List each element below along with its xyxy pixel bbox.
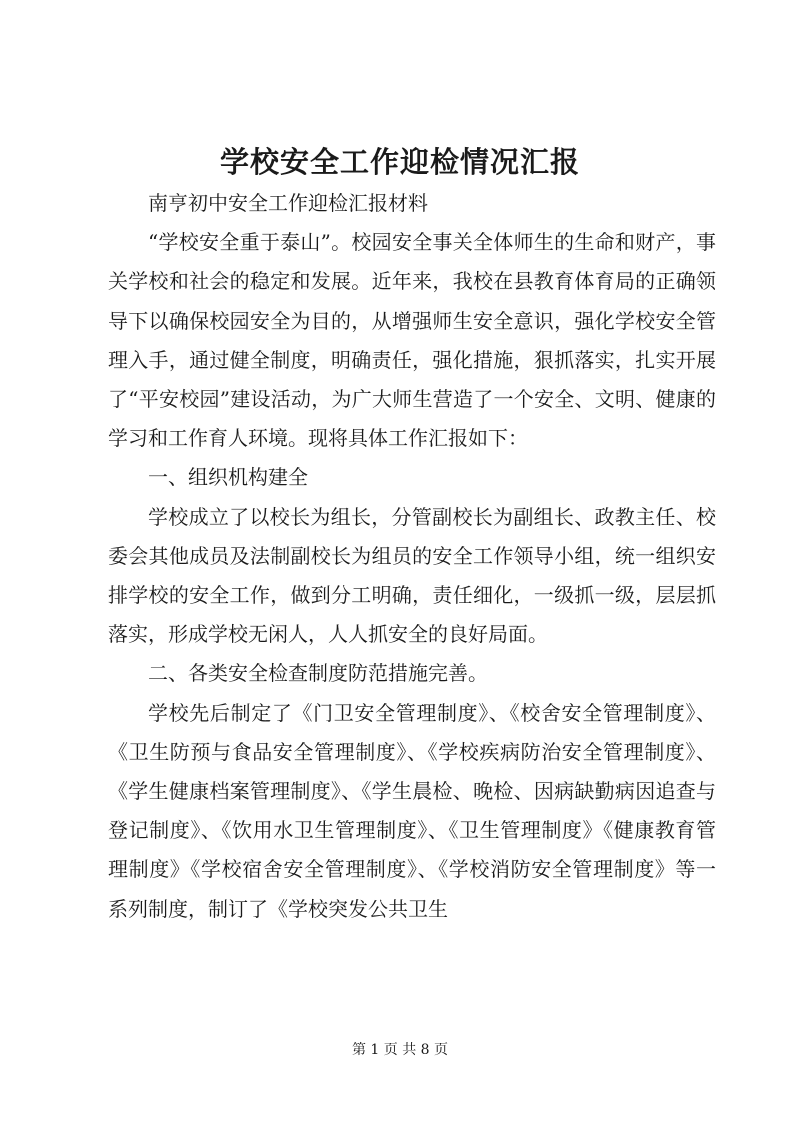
document-body <box>108 184 716 929</box>
section-2-paragraph: 学校先后制定了《门卫安全管理制度》、《校舍安全管理制度》、《卫生防预与食品安全管理制度》、《学校疾病防治安全管理制度》、《学生健康档案管理制度》、《学生晨检、晚检、因病缺勤病因追查与登记制度》、《饮用水卫生管理制度》、《卫生管理制度》《健康教育管理制度》《学校宿舍安全管理制度》、《学校消防安全管理制度》等一系列制度，制订了《学校突发公共卫生 <box>108 700 716 921</box>
section-1-paragraph: 学校成立了以校长为组长，分管副校长为副组长、政教主任、校委会其他成员及法制副校长为组员的安全工作领导小组，统一组织安排学校的安全工作，做到分工明确，责任细化，一级抓一级，层层抓落实，形成学校无闲人，人人抓安全的良好局面。 <box>108 504 716 647</box>
section-heading-2: 二、各类安全检查制度防范措施完善。 <box>148 661 488 686</box>
subtitle-line: 南亨初中安全工作迎检汇报材料 <box>148 191 428 215</box>
intro-paragraph: “学校安全重于泰山”。校园安全事关全体师生的生命和财产，事关学校和社会的稳定和发展。近年来，我校在县教育体育局的正确领导下以确保校园安全为目的，从增强师生安全意识，强化学校安全管理入手，通过健全制度，明确责任，强化措施，狠抓落实，扎实开展了“平安校园”建设活动，为广大师生营造了一个安全、文明、健康的学习和工作育人环境。现将具体工作汇报如下： <box>108 230 716 451</box>
page-footer: 第 1 页 共 8 页 <box>351 1042 449 1058</box>
section-heading-1: 一、组织机构建全 <box>148 465 308 490</box>
document-title: 学校安全工作迎检情况汇报 <box>219 145 580 179</box>
